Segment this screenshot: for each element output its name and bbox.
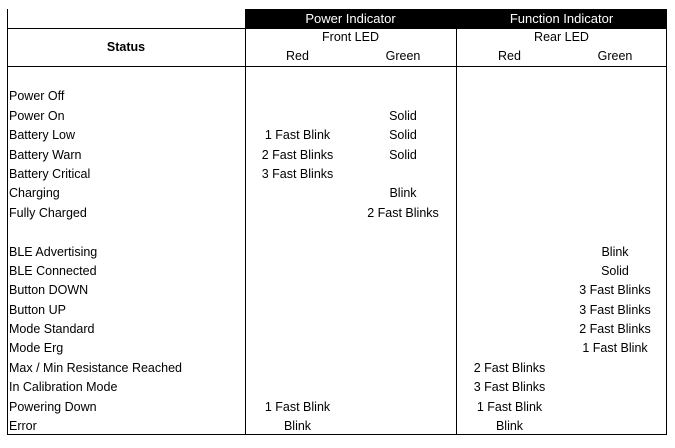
power-red-cell	[245, 262, 350, 281]
function-red-cell	[456, 320, 563, 339]
header-divider-top	[7, 28, 667, 29]
function-red-cell	[456, 204, 563, 223]
status-cell: Button UP	[9, 302, 66, 317]
table-row	[7, 320, 667, 339]
function-green-header: Green	[597, 49, 633, 63]
power-red-cell: Blink	[283, 419, 312, 434]
power-red-header: Red	[286, 49, 309, 63]
function-red-cell	[456, 126, 563, 145]
power-red-cell	[245, 281, 350, 300]
status-cell: In Calibration Mode	[9, 380, 118, 395]
function-green-cell	[563, 223, 667, 242]
function-red-cell	[456, 301, 563, 320]
function-red-cell	[456, 223, 563, 242]
header-divider-bottom	[7, 66, 667, 67]
table-row	[7, 107, 667, 126]
power-red-cell	[245, 301, 350, 320]
function-red-cell	[456, 165, 563, 184]
power-green-cell	[350, 339, 456, 358]
table-row	[7, 281, 667, 300]
power-green-header: Green	[385, 49, 421, 63]
status-cell: Error	[9, 419, 37, 434]
function-green-cell	[563, 107, 667, 126]
status-cell: Power Off	[9, 89, 65, 104]
status-cell: Mode Erg	[9, 341, 64, 356]
function-green-cell: 3 Fast Blinks	[579, 302, 651, 317]
function-red-cell: 3 Fast Blinks	[473, 380, 546, 395]
function-green-cell: Solid	[601, 263, 629, 278]
table-row	[7, 262, 667, 281]
power-green-cell	[350, 223, 456, 242]
function-green-cell: Blink	[601, 244, 629, 259]
function-green-cell: 2 Fast Blinks	[579, 322, 651, 337]
power-red-cell	[245, 107, 350, 126]
power-green-cell: Blink	[389, 186, 417, 201]
status-cell: BLE Connected	[9, 263, 97, 278]
function-green-cell	[563, 87, 667, 106]
function-green-cell	[563, 184, 667, 203]
status-cell: BLE Advertising	[9, 244, 98, 259]
function-red-cell	[456, 146, 563, 165]
power-green-cell	[350, 417, 456, 436]
led-status-table	[7, 9, 667, 435]
power-green-cell	[350, 301, 456, 320]
power-green-cell	[350, 243, 456, 262]
power-red-cell	[245, 243, 350, 262]
power-red-cell	[245, 378, 350, 397]
power-green-cell	[350, 165, 456, 184]
table-row	[7, 359, 667, 378]
function-green-cell	[563, 378, 667, 397]
table-row	[7, 223, 667, 242]
status-cell: Power On	[9, 108, 65, 123]
table-row	[7, 184, 667, 203]
power-green-cell	[350, 87, 456, 106]
function-red-cell	[456, 262, 563, 281]
function-red-header: Red	[498, 49, 521, 63]
status-cell: Max / Min Resistance Reached	[9, 360, 182, 375]
power-red-cell: 3 Fast Blinks	[261, 166, 334, 181]
status-cell: Button DOWN	[9, 283, 89, 298]
power-red-cell	[245, 339, 350, 358]
function-red-cell	[456, 339, 563, 358]
table-row	[7, 68, 667, 87]
power-red-cell	[245, 223, 350, 242]
function-green-cell: 1 Fast Blink	[582, 341, 648, 356]
status-cell: Fully Charged	[9, 205, 87, 220]
table-row	[7, 398, 667, 417]
status-cell: Battery Warn	[9, 147, 82, 162]
table-row	[7, 165, 667, 184]
status-cell: Powering Down	[9, 399, 97, 414]
power-red-cell	[245, 184, 350, 203]
table-row	[7, 243, 667, 262]
power-red-cell: 2 Fast Blinks	[261, 147, 334, 162]
function-red-cell	[456, 281, 563, 300]
function-red-cell	[456, 184, 563, 203]
function-indicator-header: Function Indicator	[456, 9, 667, 28]
function-green-cell	[563, 146, 667, 165]
power-red-cell	[245, 87, 350, 106]
power-red-cell: 1 Fast Blink	[264, 128, 331, 143]
power-green-cell	[350, 262, 456, 281]
rear-led-header: Rear LED	[534, 30, 589, 44]
table-row	[7, 87, 667, 106]
power-green-cell: Solid	[389, 147, 417, 162]
function-green-cell	[563, 417, 667, 436]
table-row	[7, 204, 667, 223]
status-column-header: Status	[106, 40, 146, 54]
function-red-cell	[456, 87, 563, 106]
table-row	[7, 339, 667, 358]
table-row	[7, 417, 667, 436]
function-green-cell	[563, 165, 667, 184]
front-led-header: Front LED	[322, 30, 379, 44]
function-green-cell	[563, 126, 667, 145]
power-red-cell	[245, 204, 350, 223]
status-cell: Battery Critical	[9, 166, 91, 181]
power-red-cell	[245, 68, 350, 87]
function-green-cell	[563, 204, 667, 223]
table-row	[7, 146, 667, 165]
power-green-cell: Solid	[389, 128, 417, 143]
function-green-cell	[563, 359, 667, 378]
function-red-cell: 1 Fast Blink	[476, 399, 543, 414]
power-red-cell: 1 Fast Blink	[264, 399, 331, 414]
function-red-cell	[456, 243, 563, 262]
power-green-cell	[350, 378, 456, 397]
function-green-cell	[563, 398, 667, 417]
status-cell: Charging	[9, 186, 60, 201]
status-cell: Mode Standard	[9, 322, 95, 337]
power-red-cell	[245, 359, 350, 378]
function-red-cell: Blink	[495, 419, 524, 434]
power-green-cell: 2 Fast Blinks	[367, 205, 439, 220]
power-green-cell	[350, 398, 456, 417]
power-green-cell	[350, 359, 456, 378]
function-green-cell: 3 Fast Blinks	[579, 283, 651, 298]
table-row	[7, 378, 667, 397]
table-row	[7, 126, 667, 145]
function-red-cell	[456, 68, 563, 87]
power-green-cell	[350, 68, 456, 87]
table-body	[7, 68, 667, 436]
function-red-cell	[456, 107, 563, 126]
table-row	[7, 301, 667, 320]
function-green-cell	[563, 68, 667, 87]
power-green-cell: Solid	[389, 108, 417, 123]
status-cell: Battery Low	[9, 128, 76, 143]
power-indicator-header: Power Indicator	[245, 9, 456, 28]
power-red-cell	[245, 320, 350, 339]
power-green-cell	[350, 281, 456, 300]
function-red-cell: 2 Fast Blinks	[473, 360, 546, 375]
power-green-cell	[350, 320, 456, 339]
